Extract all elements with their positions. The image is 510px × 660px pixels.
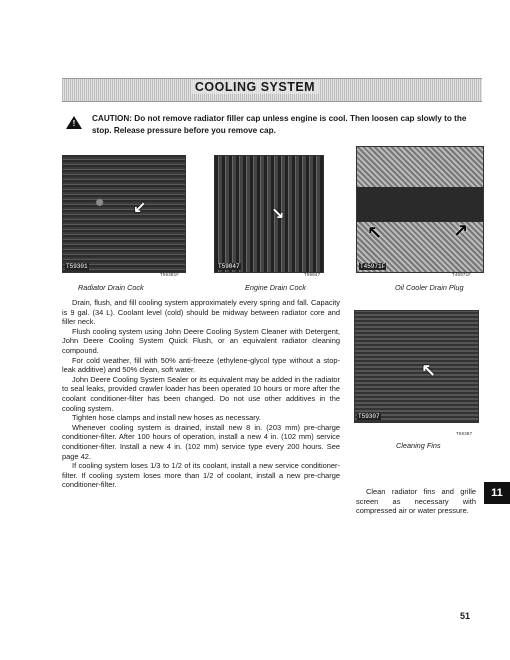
photo-caption: Oil Cooler Drain Plug <box>395 283 464 292</box>
section-title: COOLING SYSTEM <box>0 80 510 94</box>
oil-cooler-drain-plug-photo <box>356 146 484 273</box>
arrow-icon: ↗ <box>453 221 469 241</box>
photo-ref: T59307 <box>456 432 473 437</box>
radiator-drain-cock-photo <box>62 155 186 273</box>
photo-ref: T45971F <box>452 273 471 278</box>
arrow-icon: ↘ <box>271 206 285 223</box>
caution-text: CAUTION: Do not remove radiator filler cap unless engine is cool. Then loosen cap slowly to the stop. Release pressure before you remove cap. <box>92 114 467 135</box>
photo-ref: T59047 <box>304 273 321 278</box>
photo-ref: T59301F <box>160 273 179 278</box>
body-paragraph: If cooling system loses 1/3 to 1/2 of its coolant, install a new service conditioner-filter. If cooling system loses more than 1/2 of coolant, install a new pre-charge conditioner-filter. <box>62 461 340 490</box>
photo-code: T45971F <box>360 263 386 270</box>
cleaning-fins-photo <box>354 310 479 423</box>
page-number: 51 <box>460 611 471 621</box>
body-paragraph: Tighten hose clamps and install new hoses as necessary. <box>72 413 261 423</box>
body-text <box>62 298 340 490</box>
engine-drain-cock-photo <box>214 155 324 273</box>
exclamation-icon: ! <box>72 119 76 128</box>
arrow-icon: ↖ <box>367 223 383 243</box>
body-paragraph: Drain, flush, and fill cooling system approximately every spring and fall. Capacity is 9 gal. (34 L). Coolant level (cold) should be midway between radiator core and filler neck. <box>62 298 340 327</box>
body-paragraph: Whenever cooling system is drained, install new 8 in. (203 mm) pre-charge conditioner-filter. After 100 hours of operation, install a new 4 in. (102 mm) service conditioner-filter. Install a new 4 in. (102 mm) service type every 200 hours. See page 42. <box>62 422 340 461</box>
body-paragraph: Flush cooling system using John Deere Cooling System Cleaner with Detergent, John Deere Cooling System Quick Flush, or an equivalent radiator cleaning compound. <box>62 326 340 355</box>
photo-caption: Engine Drain Cock <box>245 283 306 292</box>
photo-code: T59301 <box>66 263 88 270</box>
photo-caption: Radiator Drain Cock <box>78 283 144 292</box>
body-paragraph: For cold weather, fill with 50% anti-freeze (ethylene-glycol type without a stop-leak additive) and 50% clean, soft water. <box>62 355 340 375</box>
photo-code: T59307 <box>358 413 380 420</box>
photo-caption: Cleaning Fins <box>396 441 441 450</box>
body-paragraph: John Deere Cooling System Sealer or its equivalent may be added in the radiator to seal leaks, provided crawler loader has been operated 10 hours or more after the coolant conditioner-filter has been changed. Do not use other additives in the cooling system. <box>62 374 340 413</box>
fins-cleaning-text: Clean radiator fins and grille screen as necessary with compressed air or water pressure. <box>356 487 476 516</box>
chapter-tab: 11 <box>484 482 510 504</box>
photo-code: T59047 <box>218 263 240 270</box>
arrow-icon: ↙ <box>133 200 147 217</box>
arrow-icon: ↖ <box>421 361 437 381</box>
